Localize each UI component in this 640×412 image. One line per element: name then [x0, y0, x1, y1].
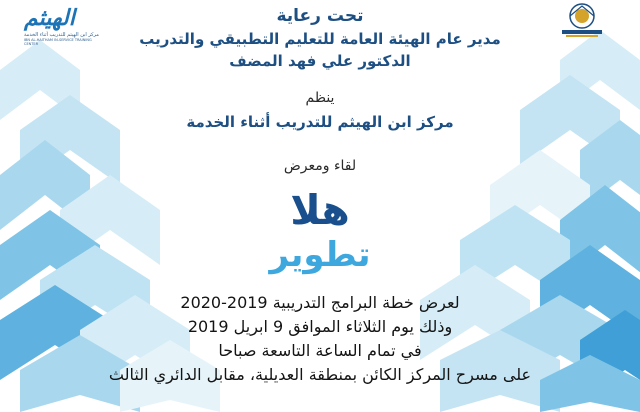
logo-left-subtitle: مركز ابن الهيثم للتدريب أثناء الخدمة — [24, 32, 99, 38]
organizer-name: مركز ابن الهيثم للتدريب أثناء الخدمة — [186, 113, 454, 131]
official-title: مدير عام الهيئة العامة للتعليم التطبيقي والتدريب — [139, 30, 501, 48]
official-name: الدكتور علي فهد المضف — [229, 52, 411, 70]
event-type: لقاء ومعرض — [283, 158, 357, 174]
organizer-intro: ينظم — [305, 90, 335, 106]
patronage-label: تحت رعاية — [276, 6, 364, 26]
details-line3: في تمام الساعة التاسعة صباحا — [218, 341, 422, 360]
event-title-line1: هلا — [290, 186, 350, 234]
details-line2: وذلك يوم الثلاثاء الموافق 9 ابريل 2019 — [187, 317, 453, 336]
logo-left-name: الهيثم — [24, 6, 75, 31]
event-title-line2: تطوير — [269, 235, 371, 275]
details-line4: على مسرح المركز الكائن بمنطقة العديلية، مقابل الدائري الثالث — [108, 365, 532, 384]
details-line1: لعرض خطة البرامج التدريبية 2019-2020 — [180, 293, 460, 312]
logo-left-english: IBN AL-HAITHAM IN-SERVICE TRAINING CENTER — [24, 38, 92, 46]
